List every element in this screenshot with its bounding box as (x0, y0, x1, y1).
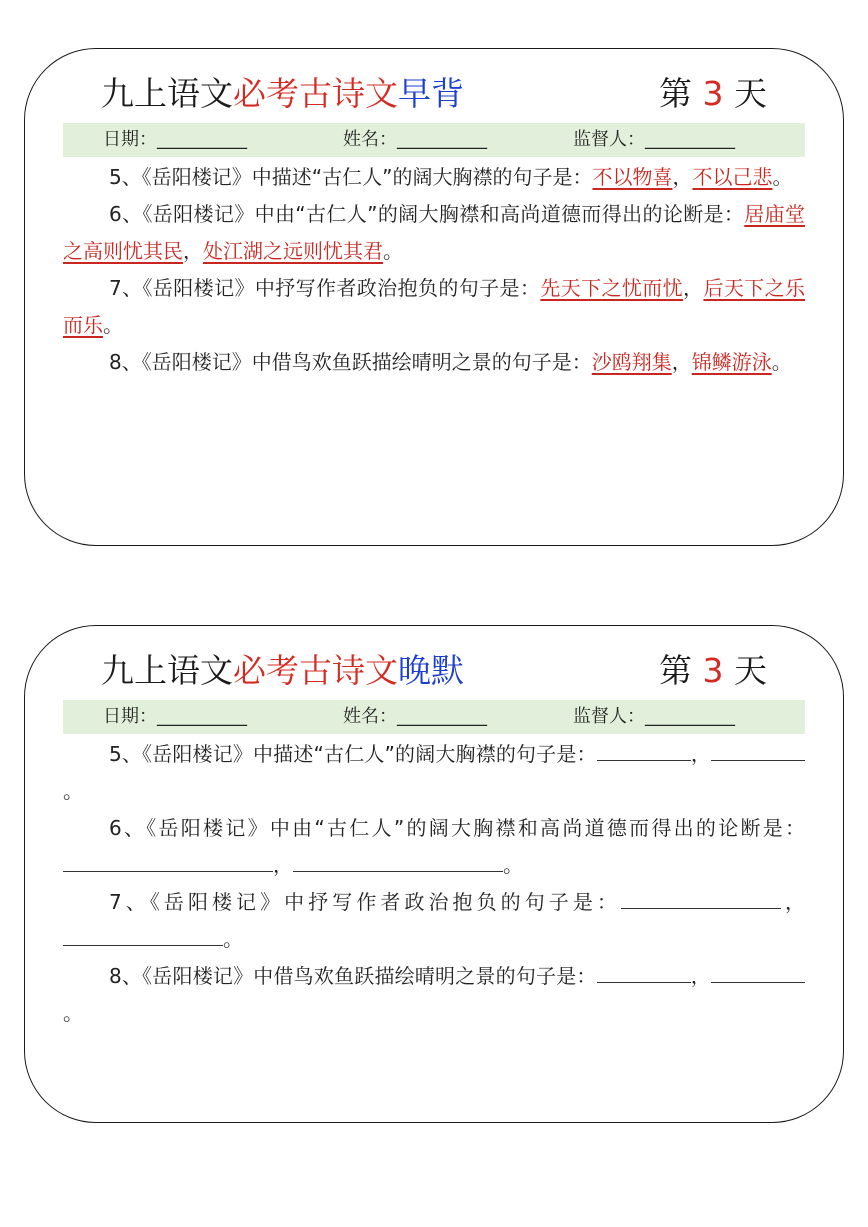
title-mid: 必考古诗文 (233, 651, 398, 690)
question-7 (63, 884, 805, 958)
name-field[interactable]: 姓名：__________ (343, 129, 487, 150)
question-6 (63, 810, 805, 884)
title-suffix: 早背 (398, 74, 464, 113)
period: 。 (771, 350, 792, 374)
answer-2: 锦鳞游泳 (691, 350, 772, 374)
card-title (101, 646, 464, 696)
period: 。 (103, 313, 123, 337)
comma: ， (780, 890, 805, 914)
name-field[interactable]: 姓名：__________ (343, 706, 487, 727)
supervisor-field[interactable]: 监督人：__________ (573, 129, 735, 150)
comma: ， (671, 350, 692, 374)
title-mid: 必考古诗文 (233, 74, 398, 113)
question-8 (63, 958, 805, 1032)
question-text: 6、《岳阳楼记》中由“古仁人”的阔大胸襟和高尚道德而得出的论断是： (109, 816, 805, 840)
answer-2: 不以己悲 (692, 165, 773, 189)
answer-blank-1[interactable] (597, 960, 691, 983)
answer-blank-1[interactable] (597, 738, 691, 761)
title-row (101, 69, 767, 119)
question-text: 5、《岳阳楼记》中描述“古仁人”的阔大胸襟的句子是： (109, 165, 593, 189)
card-title (101, 69, 464, 119)
answer-blank-1[interactable] (621, 886, 781, 909)
answer-1: 居庙堂之高则忧其民 (63, 202, 805, 263)
question-7 (63, 270, 805, 344)
question-6 (63, 196, 805, 270)
period: 。 (503, 853, 523, 877)
morning-recitation-card (24, 48, 844, 546)
title-prefix: 九上语文 (101, 74, 233, 113)
info-bar (63, 700, 805, 734)
answer-2: 处江湖之远则忧其君 (203, 239, 383, 263)
supervisor-field[interactable]: 监督人：__________ (573, 706, 735, 727)
answer-blank-2[interactable] (711, 960, 805, 983)
day-post: 天 (734, 651, 767, 690)
question-8 (63, 344, 805, 381)
info-bar (63, 123, 805, 157)
comma: ， (690, 964, 711, 988)
question-list (63, 736, 805, 1032)
comma: ， (672, 165, 693, 189)
day-number: 3 (702, 74, 724, 113)
question-text: 6、《岳阳楼记》中由“古仁人”的阔大胸襟和高尚道德而得出的论断是： (109, 202, 745, 226)
evening-dictation-card (24, 625, 844, 1123)
answer-1: 不以物喜 (592, 165, 673, 189)
question-text: 5、《岳阳楼记》中描述“古仁人”的阔大胸襟的句子是： (109, 742, 597, 766)
comma: ， (183, 239, 203, 263)
date-field[interactable]: 日期：__________ (103, 706, 247, 727)
day-label (659, 69, 767, 119)
answer-1: 先天下之忧而忧 (540, 276, 684, 300)
period: 。 (63, 1001, 83, 1025)
answer-blank-2[interactable] (63, 923, 223, 946)
title-row (101, 646, 767, 696)
day-post: 天 (734, 74, 767, 113)
day-pre: 第 (659, 74, 692, 113)
answer-2: 后天下之乐而乐 (63, 276, 805, 337)
question-list (63, 159, 805, 381)
question-text: 8、《岳阳楼记》中借鸟欢鱼跃描绘晴明之景的句子是： (109, 350, 592, 374)
date-field[interactable]: 日期：__________ (103, 129, 247, 150)
answer-blank-2[interactable] (711, 738, 805, 761)
period: 。 (63, 779, 83, 803)
day-label (659, 646, 767, 696)
question-text: 7、《岳阳楼记》中抒写作者政治抱负的句子是： (109, 890, 621, 914)
comma: ， (683, 276, 704, 300)
answer-blank-2[interactable] (293, 849, 503, 872)
answer-blank-1[interactable] (63, 849, 273, 872)
title-suffix: 晚默 (398, 651, 464, 690)
comma: ， (690, 742, 711, 766)
answer-1: 沙鸥翔集 (591, 350, 672, 374)
question-text: 7、《岳阳楼记》中抒写作者政治抱负的句子是： (109, 276, 541, 300)
title-prefix: 九上语文 (101, 651, 233, 690)
period: 。 (772, 165, 793, 189)
question-5 (63, 159, 805, 196)
period: 。 (223, 927, 243, 951)
day-number: 3 (702, 651, 724, 690)
period: 。 (383, 239, 403, 263)
question-5 (63, 736, 805, 810)
question-text: 8、《岳阳楼记》中借鸟欢鱼跃描绘晴明之景的句子是： (109, 964, 597, 988)
day-pre: 第 (659, 651, 692, 690)
comma: ， (273, 853, 293, 877)
